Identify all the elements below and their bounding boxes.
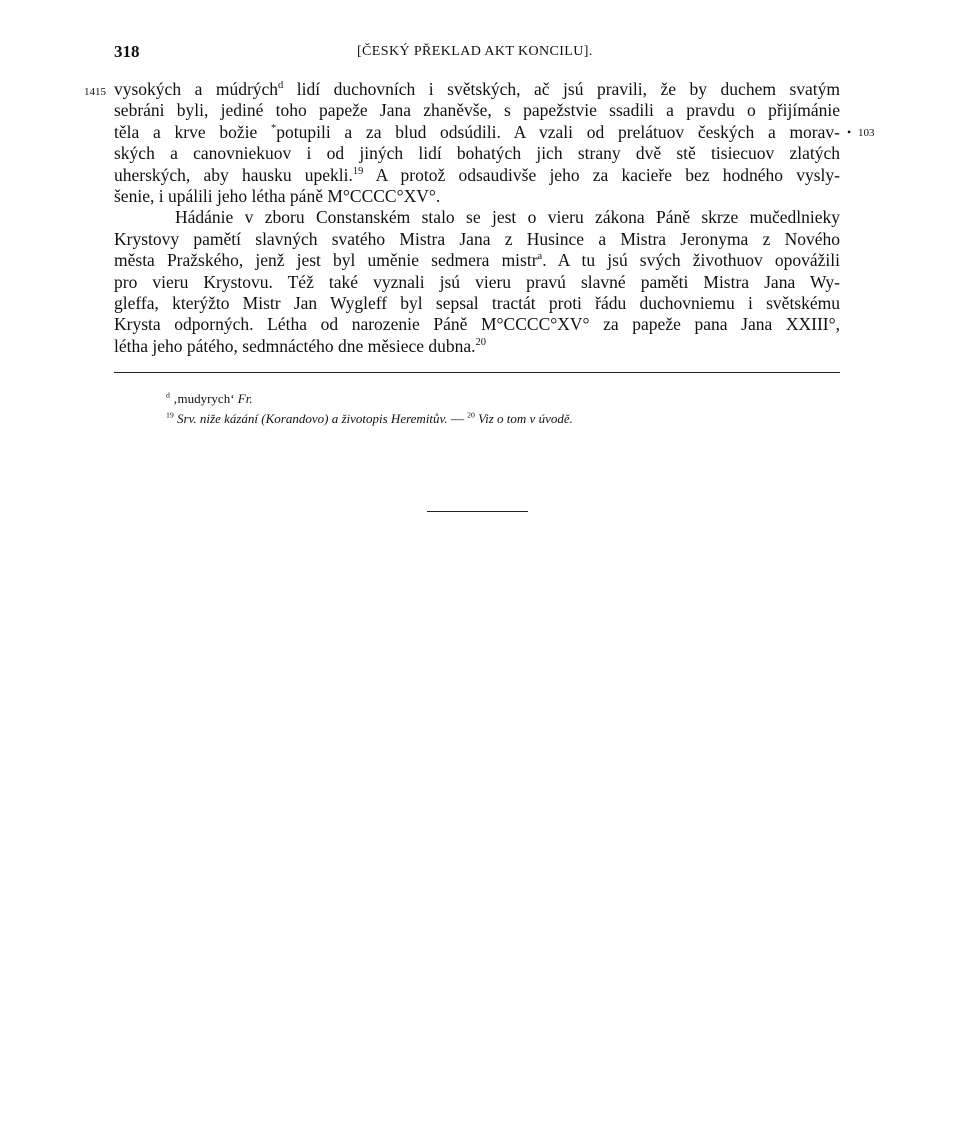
footnotes xyxy=(166,389,573,429)
marginal-star-marker: * xyxy=(270,122,277,134)
footnote-marker-a: a xyxy=(537,251,543,263)
footnote-marker-20: 20 xyxy=(475,336,487,348)
margin-marker: • xyxy=(847,125,852,139)
footnote-divider xyxy=(114,372,840,373)
text-line: létha jeho pátého, sedmnáctého dne měsiece dubna.$^{20}$ xyxy=(114,335,487,356)
text-line: uherských, aby hausku upekli.$^{19}$ A protož odsaudivše jeho za kacieře bez hodného vysly- xyxy=(114,164,840,185)
text-line: gleffa, kterýžto Mistr Jan Wygleff byl sepsal tractát proti řádu duchovniemu i světskému xyxy=(114,292,840,313)
footnote-19-20: $^{19}$ Srv. niže kázání (Korandovo) a životopis Heremitův. — $^{20}$ Viz o tom v úvodě. xyxy=(166,410,573,426)
text-line: těla a krve božie *potupili a za blud odsúdili. A vzali od prelátuov českých a morav- xyxy=(114,121,840,142)
text-line: ských a canovniekuov i od jiných lidí bohatých jich strany dvě stě tisiecuov zlatých xyxy=(114,143,840,164)
margin-year: 1415 xyxy=(84,86,106,98)
margin-reference: 103 xyxy=(858,127,875,139)
text-line: šenie, i upálili jeho létha páně M°CCCC°XV°. xyxy=(114,185,441,206)
page-number: 318 xyxy=(114,42,140,61)
text-line: pro vieru Krystovu. Též také vyznali jsú vieru pravú slavné paměti Mistra Jana Wy- xyxy=(114,271,840,292)
text-line: vysokých a múdrých$^d$ lidí duchovních i světských, ač jsú pravili, že by duchem svatým xyxy=(114,79,840,99)
text-line: Hádánie v zboru Constanském stalo se jest o vieru zákona Páně skrze mučedlnieky xyxy=(175,207,840,228)
text-line: města Pražského, jenž jest byl uměnie sedmera mistr$^a$. A tu jsú svých živothuov opovážili xyxy=(114,250,840,271)
main-text xyxy=(114,79,840,357)
footnote-marker-d: d xyxy=(278,80,284,92)
footnote-d: $^d$ ‚mudyrych‘ Fr. xyxy=(166,390,253,406)
text-line: Krysta odporných. Létha od narozenie Páně M°CCCC°XV° za papeže pana Jana XXIII°, xyxy=(114,314,840,335)
text-line: Krystovy pamětí slavných svatého Mistra Jana z Husince a Mistra Jeronyma z Nového xyxy=(114,228,840,249)
footnote-marker-19: 19 xyxy=(352,165,364,177)
text-line: sebráni byli, jediné toho papeže Jana zhaněvše, s papežstvie ssadili a pravdu o přijímánie xyxy=(114,100,840,121)
end-divider xyxy=(427,511,528,512)
running-head: [ČESKÝ PŘEKLAD AKT KONCILU]. xyxy=(357,44,593,59)
